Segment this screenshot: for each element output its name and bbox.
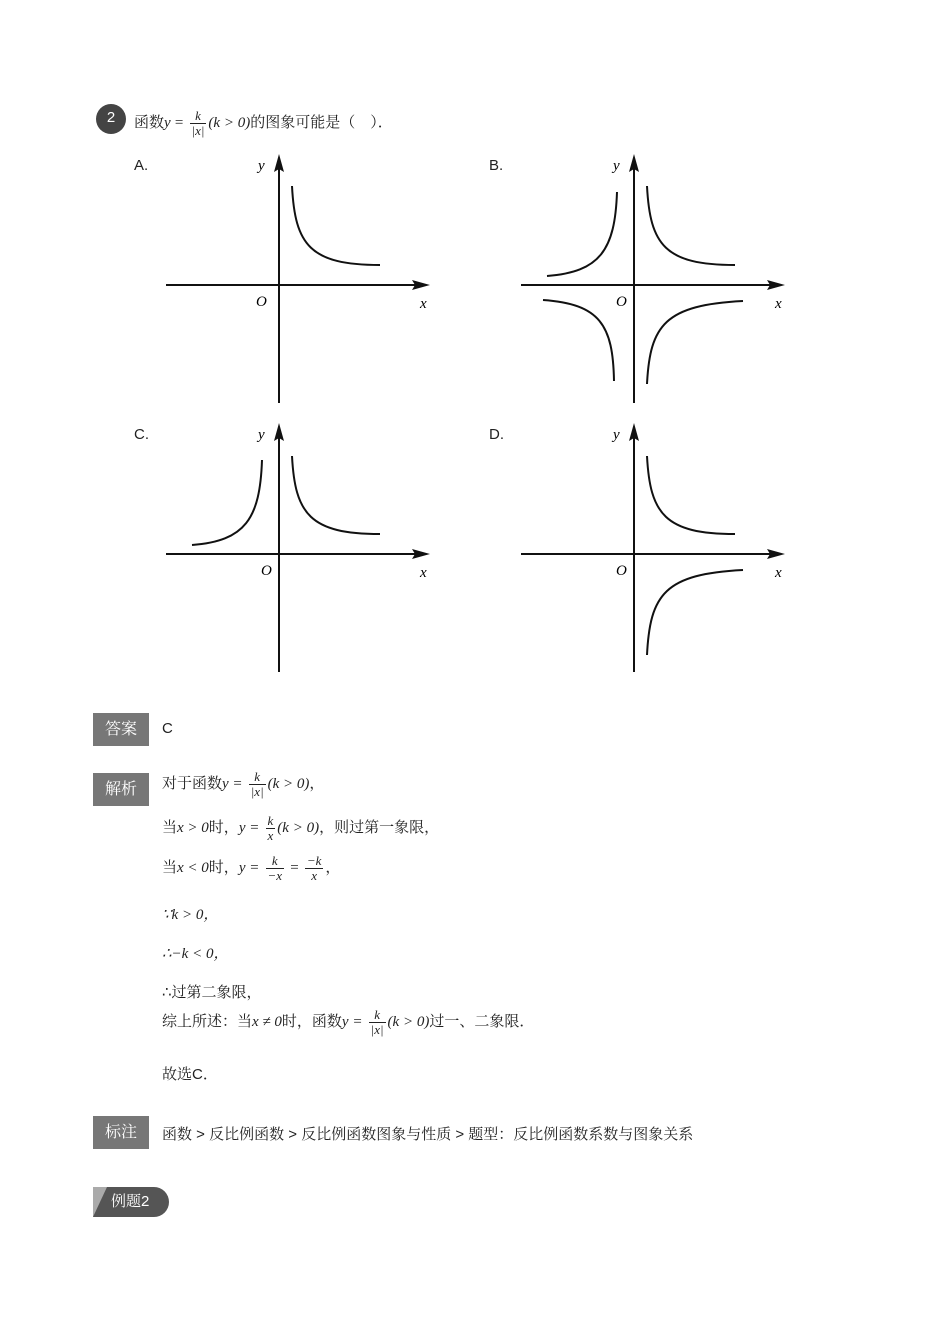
option-a-graph — [160, 150, 440, 408]
stem-prefix: 函数 — [134, 114, 165, 131]
math: y = — [341, 1014, 363, 1031]
math: (k > 0) — [277, 820, 320, 837]
frac-num: k — [266, 854, 285, 869]
text: ，则过第一象限， — [319, 819, 440, 837]
y-axis-label: y — [613, 427, 620, 443]
y-axis-label: y — [258, 427, 265, 443]
answer-value: C — [162, 720, 173, 737]
math: y = — [222, 776, 243, 793]
analysis-line-2 — [162, 814, 439, 842]
option-a-label: A. — [134, 157, 149, 174]
math: y = — [238, 860, 260, 877]
text: ， — [309, 775, 325, 793]
stem-y: y — [164, 115, 171, 131]
x-axis-label: x — [420, 565, 427, 581]
option-b-graph — [515, 150, 795, 408]
frac-den: −x — [267, 867, 283, 883]
text: 过一、二象限． — [429, 1013, 535, 1031]
origin-label: O — [261, 563, 272, 579]
analysis-tag: 解析 — [93, 773, 149, 806]
fraction — [369, 1008, 386, 1036]
frac-den: x — [267, 827, 274, 843]
math: y = — [238, 820, 260, 837]
analysis-line-7 — [162, 1008, 534, 1036]
frac-den: x — [311, 867, 318, 883]
text: 时， — [208, 819, 239, 837]
tagging-path: 函数 > 反比例函数 > 反比例函数图象与性质 > 题型：反比例函数系数与图象关系 — [162, 1126, 694, 1143]
origin-label: O — [256, 294, 267, 310]
stem-eq: = — [174, 115, 184, 131]
question-stem — [134, 103, 393, 143]
example-label — [93, 1187, 169, 1217]
y-axis-label: y — [258, 158, 265, 174]
stem-suffix: 的图象可能是（ ）． — [250, 114, 393, 131]
stem-frac-den: |x| — [191, 122, 205, 138]
x-axis-label: x — [775, 565, 782, 581]
example-label-text: 例题2 — [111, 1193, 150, 1210]
stem-frac-num: k — [190, 109, 207, 124]
analysis-line-8: 故选C． — [162, 1066, 218, 1083]
tagging-tag: 标注 — [93, 1116, 149, 1149]
frac-num: k — [249, 770, 266, 785]
frac-num: k — [369, 1008, 386, 1023]
text: 对于函数 — [162, 775, 223, 793]
x-axis-label: x — [775, 296, 782, 312]
text: 当 — [162, 859, 178, 877]
origin-label: O — [616, 563, 627, 579]
math: (k > 0) — [387, 1014, 430, 1031]
stem-fraction — [190, 109, 207, 137]
math: x ≠ 0 — [252, 1014, 282, 1031]
option-d-label: D. — [489, 426, 504, 443]
option-d-graph — [515, 419, 795, 677]
option-b-label: B. — [489, 157, 504, 174]
answer-tag: 答案 — [93, 713, 149, 746]
analysis-line-5: ∴−k < 0， — [162, 946, 229, 962]
example-label-slash — [93, 1187, 107, 1217]
analysis-line-1 — [162, 770, 324, 798]
frac-den: |x| — [250, 783, 264, 799]
origin-label: O — [616, 294, 627, 310]
math: (k > 0) — [267, 776, 310, 793]
text: 综上所述：当 — [162, 1013, 253, 1031]
option-c-label: C. — [134, 426, 149, 443]
analysis-line-6: ∴过第二象限， — [162, 984, 262, 1001]
text: 时， — [208, 859, 239, 877]
math: x < 0 — [177, 860, 209, 877]
math: x > 0 — [177, 820, 209, 837]
frac-den: |x| — [370, 1021, 384, 1037]
frac-num: −k — [306, 853, 322, 868]
text: 时，函数 — [281, 1013, 342, 1031]
fraction — [249, 770, 266, 798]
question-number-badge: 2 — [96, 104, 126, 134]
analysis-line-4: ∵k > 0， — [162, 907, 219, 923]
x-axis-label: x — [420, 296, 427, 312]
text: 当 — [162, 819, 178, 837]
text: ， — [325, 859, 341, 877]
stem-condition: (k > 0) — [208, 115, 251, 131]
fraction — [266, 854, 285, 882]
fraction — [305, 854, 324, 882]
option-c-graph — [160, 419, 440, 677]
y-axis-label: y — [613, 158, 620, 174]
fraction — [266, 814, 276, 842]
frac-num: k — [267, 813, 274, 828]
analysis-line-3 — [162, 854, 340, 882]
math: = — [290, 860, 299, 877]
